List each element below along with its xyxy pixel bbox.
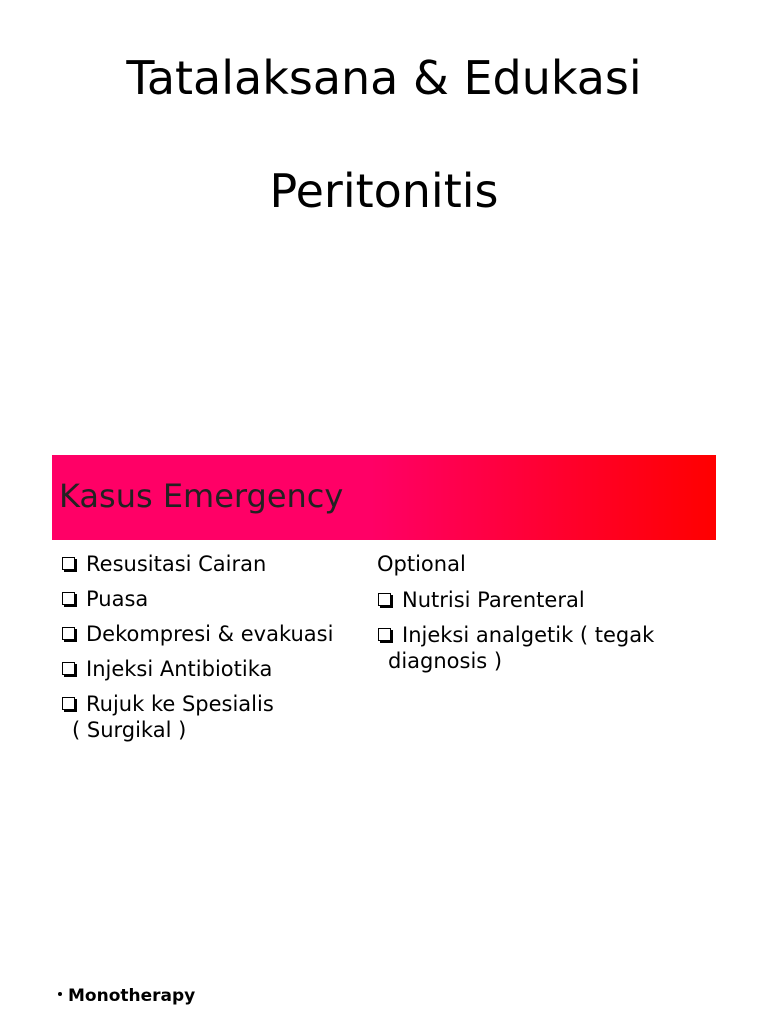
list-item-continuation: ( Surgikal ) <box>72 718 187 742</box>
checkbox-bullet-icon <box>62 592 75 605</box>
list-item <box>378 622 708 674</box>
checkbox-bullet-icon <box>62 662 75 675</box>
page-title-line-1: Tatalaksana & Edukasi <box>126 51 642 105</box>
page-title-line-2: Peritonitis <box>269 164 499 218</box>
checkbox-bullet-icon <box>62 627 75 640</box>
list-item <box>62 621 362 647</box>
list-item-text: Nutrisi Parenteral <box>402 588 585 612</box>
list-item-continuation: diagnosis ) <box>388 649 503 673</box>
footer-bullet-item <box>58 985 195 1007</box>
list-item <box>62 586 362 612</box>
list-item-text: Puasa <box>86 587 149 611</box>
checkbox-bullet-icon <box>378 628 391 641</box>
checkbox-bullet-icon <box>378 593 391 606</box>
list-item <box>62 551 362 577</box>
bullet-dot-icon <box>58 992 62 996</box>
checkbox-bullet-icon <box>62 557 75 570</box>
list-item-text: Rujuk ke Spesialis <box>86 692 274 716</box>
section-banner <box>52 455 716 540</box>
list-item <box>62 691 362 743</box>
banner-heading: Kasus Emergency <box>59 477 344 515</box>
list-item-text: Resusitasi Cairan <box>86 552 267 576</box>
list-item-text: Injeksi analgetik ( tegak <box>402 623 655 647</box>
list-item-text: Injeksi Antibiotika <box>86 657 273 681</box>
optional-heading: Optional <box>377 552 466 576</box>
emergency-steps-list <box>62 551 362 752</box>
footer-item-text: Monotherapy <box>68 986 196 1006</box>
list-item-text: Dekompresi & evakuasi <box>86 622 334 646</box>
checkbox-bullet-icon <box>62 697 75 710</box>
optional-steps-list <box>378 587 708 683</box>
list-item <box>378 587 708 613</box>
list-item <box>62 656 362 682</box>
